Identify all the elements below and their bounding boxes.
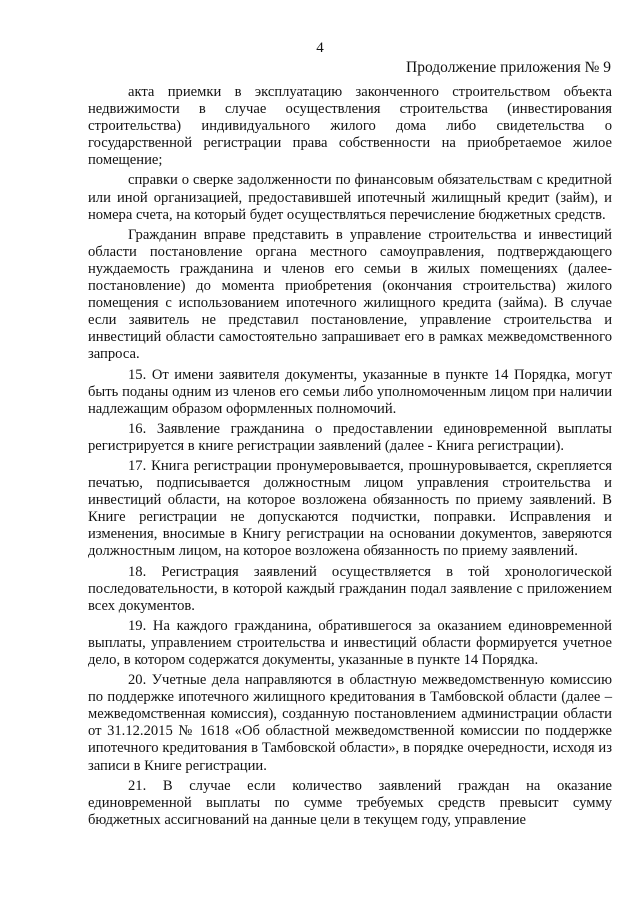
paragraph-15: 15. От имени заявителя документы, указанные в пункте 14 Порядка, могут быть поданы одним из членов его семьи либо уполномоченным лицом при наличии надлежащим образом оформленных полномочий. (88, 366, 612, 417)
paragraph-18: 18. Регистрация заявлений осуществляется в той хронологической последовательности, в которой каждый гражданин подал заявление с приложением всех документов. (88, 563, 612, 614)
appendix-header: Продолжение приложения № 9 (406, 59, 611, 76)
paragraph-19: 19. На каждого гражданина, обратившегося за оказанием единовременной выплаты, управлением строительства и инвестиций области формируется учетное дело, в котором содержатся документы, указанные в пункте 14 Порядка. (88, 617, 612, 668)
paragraph-certificate: справки о сверке задолженности по финансовым обязательствам с кредитной или иной организацией, предоставившей ипотечный жилищный кредит (займ), и номера счета, на который будет осуществляться перечисление бюджетных средств. (88, 172, 612, 223)
paragraph-21: 21. В случае если количество заявлений граждан на оказание единовременной выплаты по сумме требуемых средств превысит сумму бюджетных ассигнований на данные цели в текущем году, управление (88, 777, 612, 828)
paragraph-act: акта приемки в эксплуатацию законченного строительством объекта недвижимости в случае осуществления строительства (инвестирования строительства) индивидуального жилого дома либо свидетельства о государственной регистрации права собственности на приобретаемое жилое помещение; (88, 84, 612, 169)
paragraph-resolution: Гражданин вправе представить в управление строительства и инвестиций области постановление органа местного самоуправления, подтверждающего нуждаемость гражданина и членов его семьи в жилых помещениях (далее-постановление) до момента приобретения (окончания строительства) жилого помещения с использованием ипотечного жилищного кредита (займа). В случае если заявитель не представил постановление, управление строительства и инвестиций области самостоятельно запрашивает его в рамках межведомственного запроса. (88, 226, 612, 363)
paragraph-17: 17. Книга регистрации пронумеровывается, прошнуровывается, скрепляется печатью, подписывается должностным лицом управления строительства и инвестиций области, на которое возложена обязанность по приему заявлений. В Книге регистрации не допускаются подчистки, поправки. Исправления и изменения, вносимые в Книгу регистрации на основании документов, заверяются должностным лицом, на которое возложена обязанность по приему заявлений. (88, 457, 612, 560)
paragraph-16: 16. Заявление гражданина о предоставлении единовременной выплаты регистрируется в книге регистрации заявлений (далее - Книга регистрации). (88, 420, 612, 454)
page-number: 4 (316, 40, 324, 56)
paragraph-20: 20. Учетные дела направляются в областную межведомственную комиссию по поддержке ипотечного жилищного кредитования в Тамбовской области (далее – межведомственная комиссия), созданную постановлением администрации области от 31.12.2015 № 1618 «Об областной межведомственной комиссии по поддержке ипотечного кредитования в Тамбовской области», в порядке очередности, исходя из записи в Книге регистрации. (88, 672, 612, 774)
document-body (88, 84, 612, 829)
